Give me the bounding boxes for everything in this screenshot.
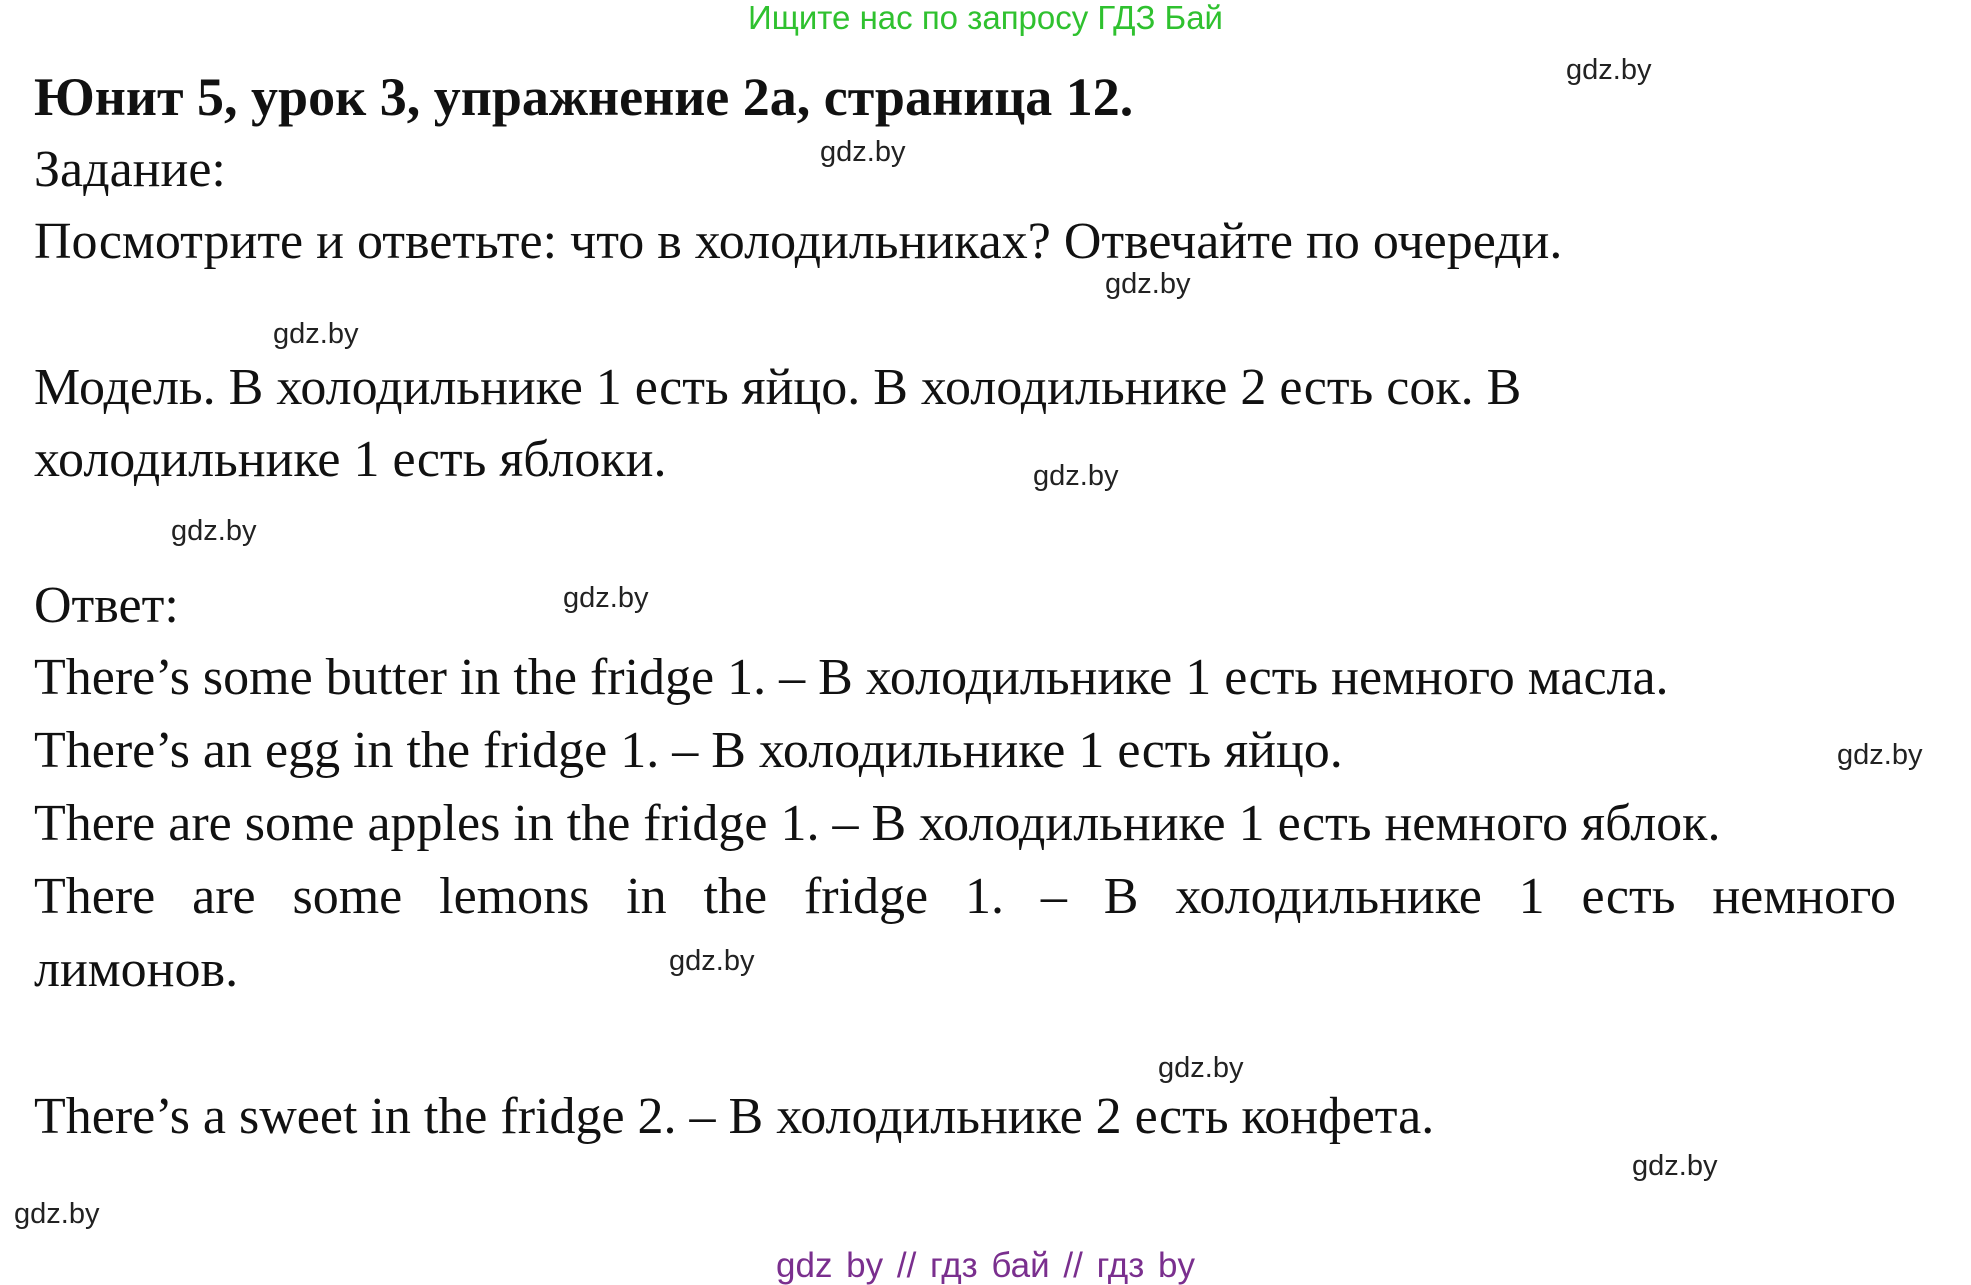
watermark: gdz.by [1105,268,1191,300]
watermark: gdz.by [1632,1150,1718,1182]
watermark: gdz.by [669,945,755,977]
answer-line-6: There’s a sweet in the fridge 2. – В холодильнике 2 есть конфета. [34,1088,1435,1145]
search-banner: Ищите нас по запросу ГДЗ Бай [748,0,1223,36]
watermark: gdz.by [171,515,257,547]
watermark: gdz.by [273,318,359,350]
answer-line-3: There are some apples in the fridge 1. – В холодильнике 1 есть немного яблок. [34,795,1721,852]
model-line-2: холодильнике 1 есть яблоки. [34,431,667,488]
watermark: gdz.by [1837,739,1923,771]
watermark: gdz.by [14,1198,100,1230]
page-title: Юнит 5, урок 3, упражнение 2а, страница 12. [34,67,1134,127]
answer-line-5: лимонов. [34,941,239,998]
footer-links: gdz by // гдз бай // гдз by [776,1246,1195,1285]
watermark: gdz.by [563,582,649,614]
answer-line-2: There’s an egg in the fridge 1. – В холодильнике 1 есть яйцо. [34,722,1343,779]
watermark: gdz.by [1158,1052,1244,1084]
watermark: gdz.by [1033,460,1119,492]
model-line-1: Модель. В холодильнике 1 есть яйцо. В холодильнике 2 есть сок. В [34,359,1522,416]
answer-label: Ответ: [34,577,179,634]
answer-line-1: There’s some butter in the fridge 1. – В холодильнике 1 есть немного масла. [34,649,1669,706]
answer-line-4: There are some lemons in the fridge 1. – В холодильнике 1 есть немного [34,868,1896,925]
task-label: Задание: [34,141,226,198]
watermark: gdz.by [820,136,906,168]
task-text: Посмотрите и ответьте: что в холодильниках? Отвечайте по очереди. [34,213,1563,270]
watermark: gdz.by [1566,54,1652,86]
